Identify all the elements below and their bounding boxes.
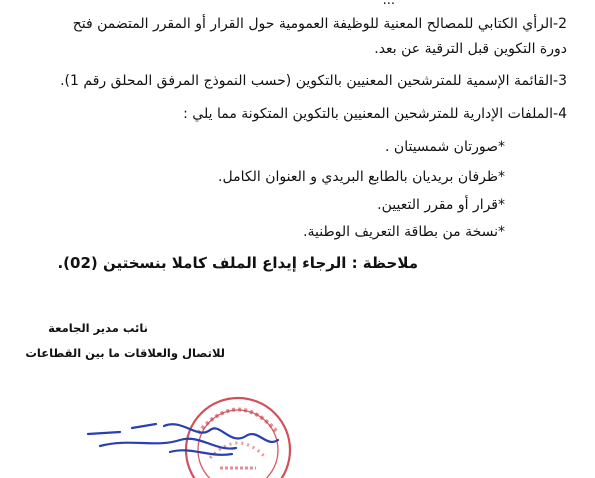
signature-scribble: [88, 424, 278, 455]
item-2-line-2: دورة التكوين قبل الترقية عن بعد.: [374, 41, 567, 57]
sub-item-envelopes: *ظرفان بريديان بالطابع البريدي و العنوان الكامل.: [218, 169, 505, 185]
item-3-text: 3-القائمة الإسمية للمترشحين المعنيين بالتكوين (حسب النموذج المرفق المحلق رقم 1).: [60, 73, 567, 89]
signature-title: نائب مدير الجامعة: [48, 321, 148, 335]
signature-subtitle: للاتصال والعلاقات ما بين القطاعات: [25, 346, 225, 360]
note-text: ملاحظة : الرجاء إيداع الملف كاملا بنسختين (02).: [57, 254, 418, 272]
item-4-text: 4-الملفات الإدارية للمترشحين المعنيين بالتكوين المتكونة مما يلي :: [183, 106, 567, 122]
top-fragment-text: ...: [382, 0, 395, 8]
sub-item-photos: *صورتان شمسيتان .: [385, 139, 505, 155]
sub-item-appointment: *قرار أو مقرر التعيين.: [377, 197, 505, 213]
sub-item-id-card: *نسخة من بطاقة التعريف الوطنية.: [303, 224, 505, 240]
item-2-line-1: 2-الرأي الكتابي للمصالح المعنية للوظيفة العمومية حول القرار أو المقرر المتضمن فتح: [72, 16, 567, 32]
